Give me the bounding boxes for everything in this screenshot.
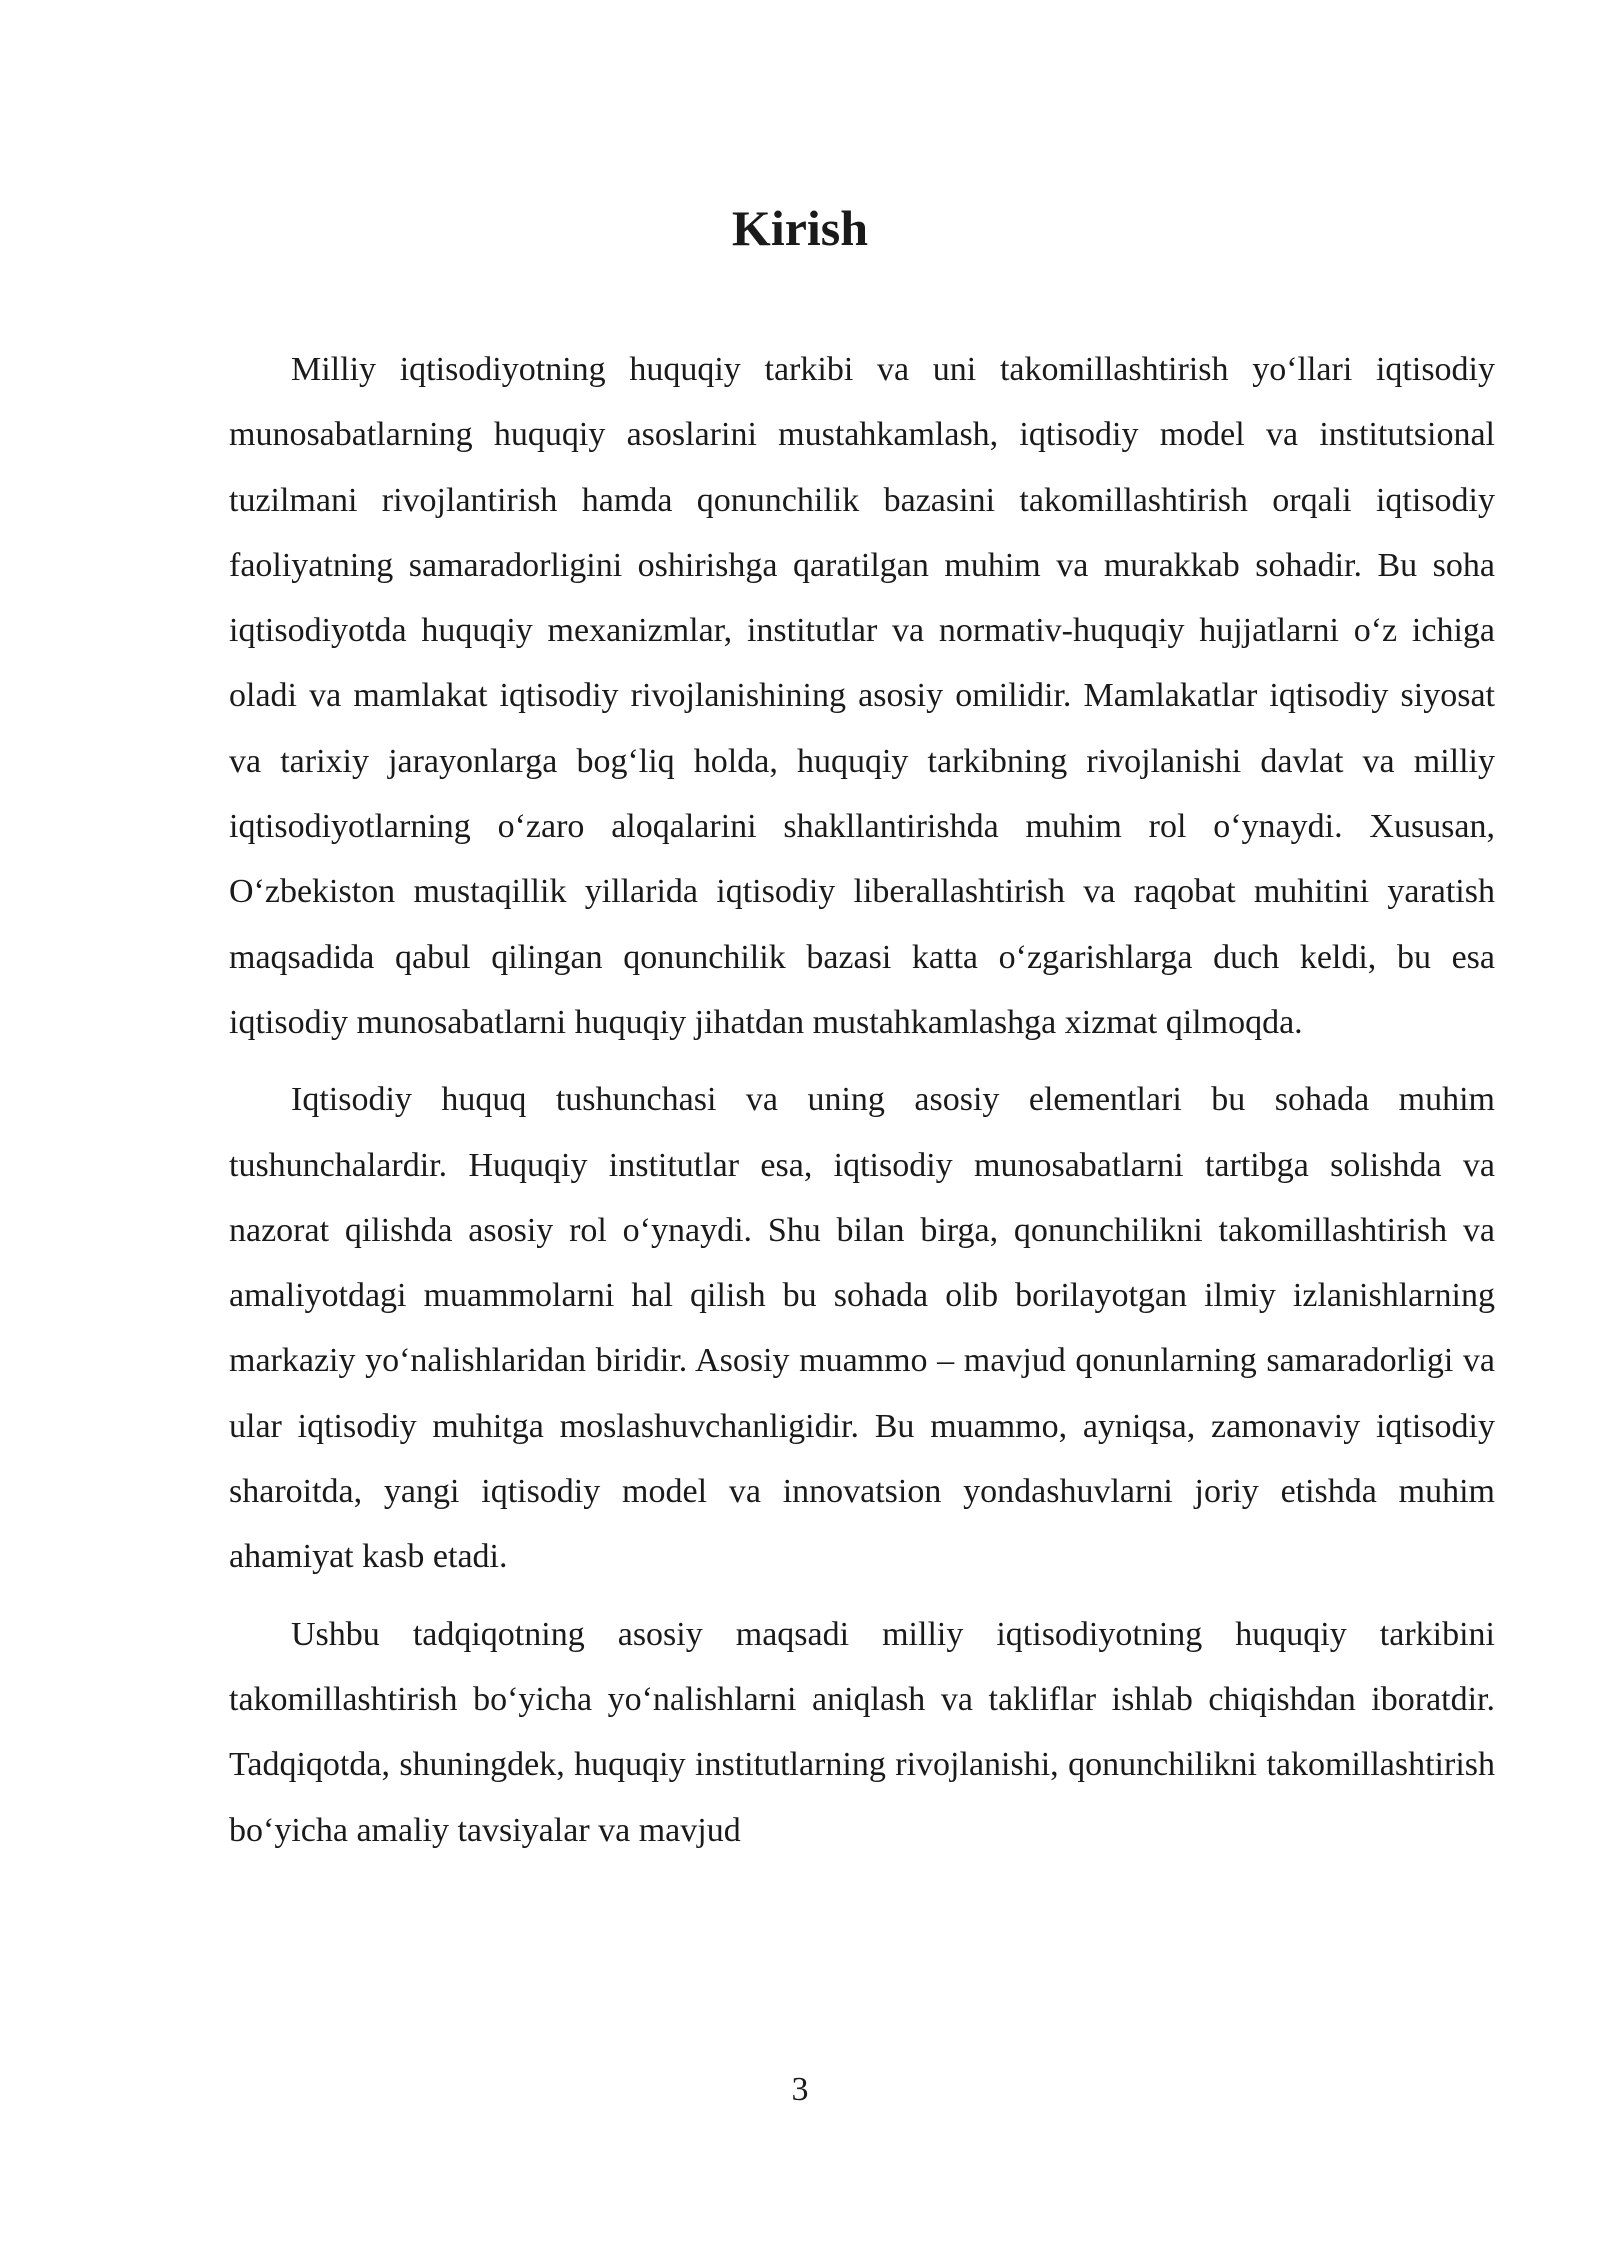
paragraph-3: Ushbu tadqiqotning asosiy maqsadi milliy iqtisodiyotning huquqiy tarkibini takomillashtirish bo‘yicha yo‘nalishlarni aniqlash va takliflar ishlab chiqishdan iboratdir. Tadqiqotda, shuningdek, huquqiy institutlarning rivojlanishi, qonunchilikni takomillashtirish bo‘yicha amaliy tavsiyalar va mavjud [229, 1615, 1495, 1849]
page-number: 3 [791, 2071, 809, 2108]
paragraph-1: Milliy iqtisodiyotning huquqiy tarkibi va uni takomillashtirish yo‘llari iqtisodiy munosabatlarning huquqiy asoslarini mustahkamlash, iqtisodiy model va institutsional tuzilmani rivojlantirish hamda qonunchilik bazasini takomillashtirish orqali iqtisodiy faoliyatning samaradorligini oshirishga qaratilgan muhim va murakkab sohadir. Bu soha iqtisodiyotda huquqiy mexanizmlar, institutlar va normativ-huquqiy hujjatlarni o‘z ichiga oladi va mamlakat iqtisodiy rivojlanishining asosiy omilidir. Mamlakatlar iqtisodiy siyosat va tarixiy jarayonlarga bog‘liq holda, huquqiy tarkibning rivojlanishi davlat va milliy iqtisodiyotlarning o‘zaro aloqalarini shakllantirishda muhim rol o‘ynaydi. Xususan, O‘zbekiston mustaqillik yillarida iqtisodiy liberallashtirish va raqobat muhitini yaratish maqsadida qabul qilingan qonunchilik bazasi katta o‘zgarishlarga duch keldi, bu esa iqtisodiy munosabatlarni huquqiy jihatdan mustahkamlashga xizmat qilmoqda. [229, 351, 1495, 1041]
paragraph-2: Iqtisodiy huquq tushunchasi va uning asosiy elementlari bu sohada muhim tushunchalardir. Huquqiy institutlar esa, iqtisodiy munosabatlarni tartibga solishda va nazorat qilishda asosiy rol o‘ynaydi. Shu bilan birga, qonunchilikni takomillashtirish va amaliyotdagi muammolarni hal qilish bu sohada olib borilayotgan ilmiy izlanishlarning markaziy yo‘nalishlaridan biridir. Asosiy muammo – mavjud qonunlarning samaradorligi va ular iqtisodiy muhitga moslashuvchanligidir. Bu muammo, ayniqsa, zamonaviy iqtisodiy sharoitda, yangi iqtisodiy model va innovatsion yondashuvlarni joriy etishda muhim ahamiyat kasb etadi. [229, 1081, 1495, 1576]
page-title: Kirish [731, 200, 869, 256]
body-text [229, 337, 1495, 1875]
